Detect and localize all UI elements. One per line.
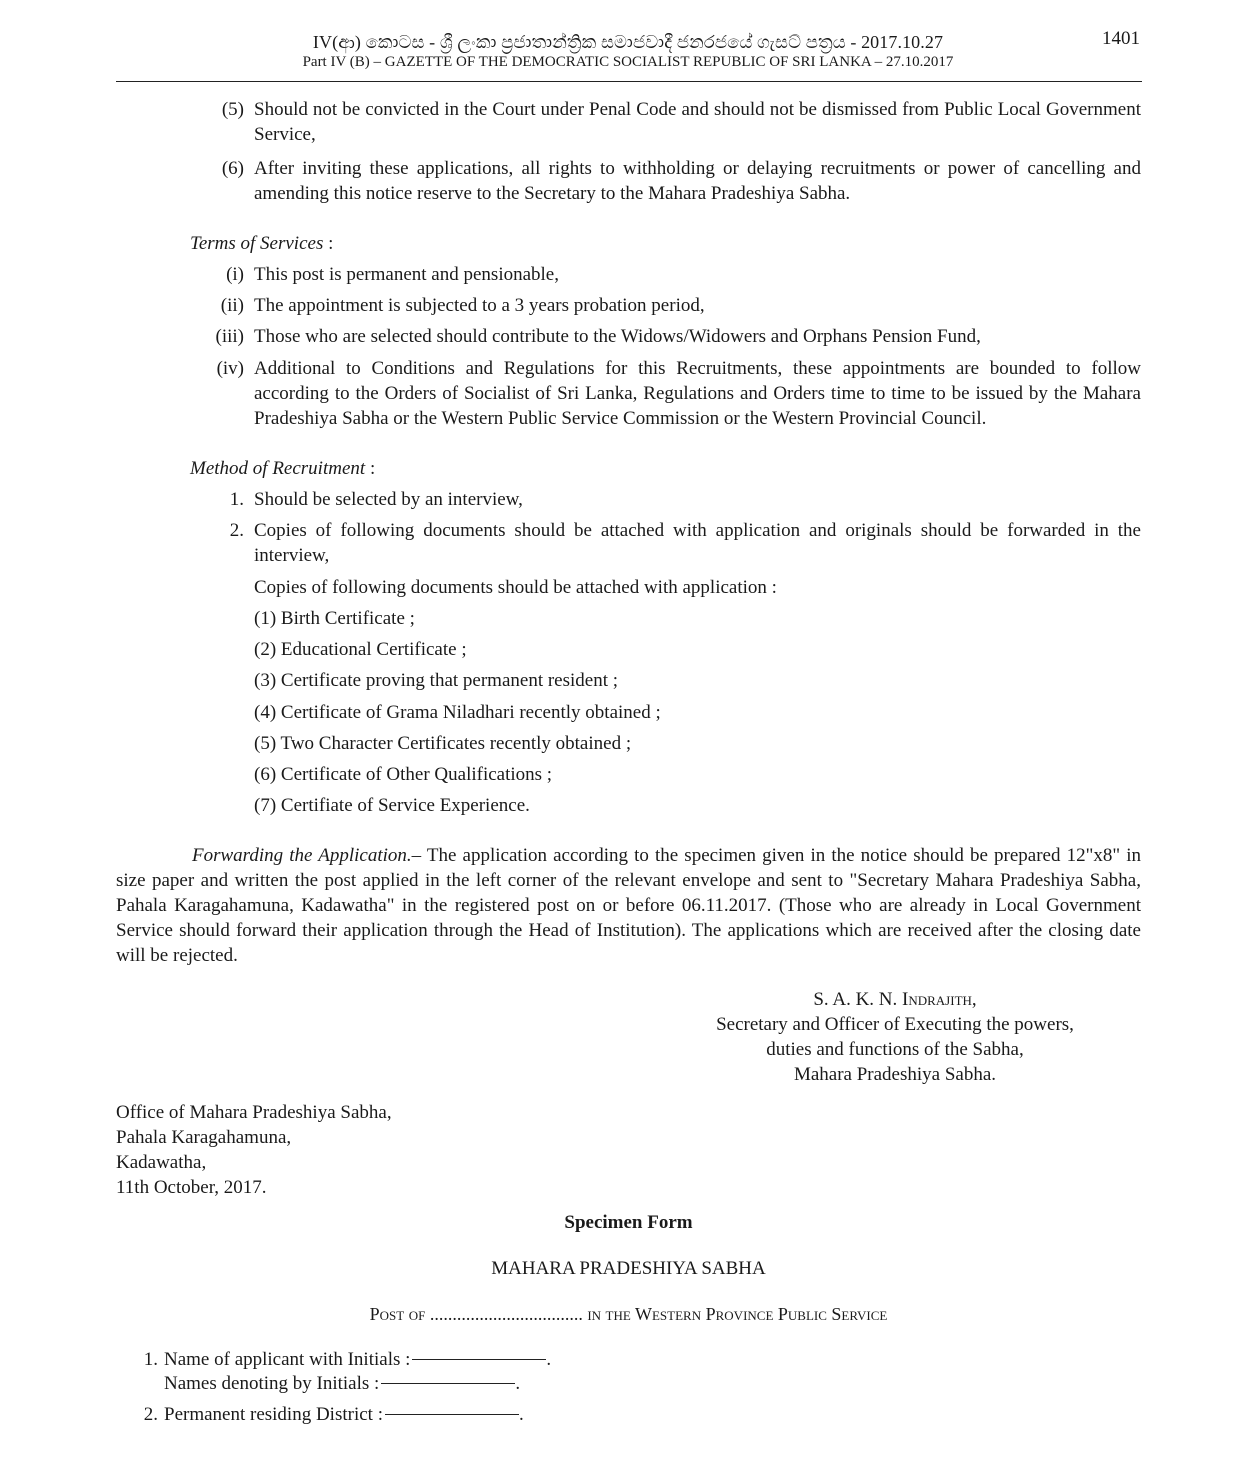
signatory-title: Secretary and Officer of Executing the powers, (716, 1014, 1074, 1035)
term-text: Those who are selected should contribute to the Widows/Widowers and Orphans Pension Fund, (254, 326, 981, 347)
document-item: (3) Certificate proving that permanent resident ; (254, 670, 619, 691)
document-item: (2) Educational Certificate ; (254, 639, 467, 660)
document-item: (1) Birth Certificate ; (254, 608, 415, 629)
form-field-names-by-initials: Names denoting by Initials : . (164, 1373, 521, 1394)
page-number: 1401 (1102, 28, 1140, 49)
condition-text: Should not be convicted in the Court under Penal Code and should not be dismissed from Public Local Government Service, (254, 99, 1141, 145)
form-field-label: Permanent residing District : (164, 1404, 383, 1425)
gazette-header-sinhala: IV(ආ) කොටස - ශ්‍රී ලංකා ප්‍රජාතාන්ත්‍රික සමාජවාදී ජනරජයේ ගැසට් පත්‍රය - 2017.10.27 (312, 32, 944, 52)
terms-heading-label: Terms of Services (190, 233, 324, 254)
specimen-organization: MAHARA PRADESHIYA SABHA (491, 1258, 766, 1279)
specimen-post-line: Post of .................................. in the Western Province Public Service (369, 1304, 888, 1324)
header-divider (116, 81, 1142, 82)
form-blank-line (412, 1359, 546, 1360)
method-heading-label: Method of Recruitment (190, 458, 366, 479)
form-blank-line (381, 1383, 515, 1384)
signatory-title: Mahara Pradeshiya Sabha. (793, 1064, 997, 1085)
signatory-title: duties and functions of the Sabha, (766, 1039, 1024, 1060)
document-item: (5) Two Character Certificates recently obtained ; (254, 733, 632, 754)
document-item: (4) Certificate of Grama Niladhari recently obtained ; (254, 702, 661, 723)
form-blank-line (385, 1414, 519, 1415)
specimen-form-title: Specimen Form (564, 1212, 693, 1233)
terms-heading (190, 231, 333, 256)
gazette-header-english: Part IV (B) – GAZETTE OF THE DEMOCRATIC SOCIALIST REPUBLIC OF SRI LANKA – 27.10.2017 (302, 54, 954, 70)
documents-intro: Copies of following documents should be attached with application : (254, 577, 777, 598)
method-text: Copies of following documents should be attached with application and originals should be forwarded in the interview, (254, 520, 1141, 566)
forwarding-paragraph (116, 843, 1141, 968)
notice-date: 11th October, 2017. (116, 1177, 267, 1198)
form-field-applicant-name: Name of applicant with Initials : . (164, 1349, 552, 1370)
method-text: Should be selected by an interview, (254, 489, 523, 510)
office-address-line: Office of Mahara Pradeshiya Sabha, (116, 1102, 392, 1123)
method-heading-colon: : (365, 458, 376, 479)
signatory-comma: , (971, 989, 977, 1010)
form-field-label: Name of applicant with Initials : (164, 1349, 411, 1370)
method-number: 2. (229, 520, 244, 541)
form-field-number: 1. (143, 1349, 158, 1370)
office-address-line: Kadawatha, (116, 1152, 207, 1173)
form-field-label: Names denoting by Initials : (164, 1373, 380, 1394)
method-number: 1. (229, 489, 244, 510)
term-text: The appointment is subjected to a 3 years probation period, (254, 295, 705, 316)
forwarding-label: Forwarding the Application. (192, 845, 412, 866)
condition-number: (6) (221, 158, 244, 179)
term-number: (iii) (215, 326, 244, 347)
form-field-residing-district: Permanent residing District : . (164, 1404, 524, 1425)
terms-heading-colon: : (323, 233, 334, 254)
form-field-number: 2. (143, 1404, 158, 1425)
condition-number: (5) (221, 99, 244, 120)
term-text: Additional to Conditions and Regulations for this Recruitments, these appointments are bounded to follow according to the Orders of Socialist of Sri Lanka, Regulations and Orders time to time to be issued by the Mahara Pradeshiya Sabha or the Western Public Service Commission or the Western Provincial Council. (254, 358, 1141, 429)
office-address-line: Pahala Karagahamuna, (116, 1127, 292, 1148)
method-heading (190, 456, 375, 481)
term-text: This post is permanent and pensionable, (254, 264, 559, 285)
condition-text: After inviting these applications, all rights to withholding or delaying recruitments or power of cancelling and amending this notice reserve to the Secretary to the Mahara Pradeshiya Sabha. (254, 158, 1141, 204)
term-number: (iv) (216, 358, 244, 379)
term-number: (ii) (220, 295, 244, 316)
document-item: (6) Certificate of Other Qualifications ; (254, 764, 553, 785)
term-number: (i) (226, 264, 244, 285)
signatory-initials: S. A. K. N. (813, 989, 903, 1010)
signatory-name (620, 987, 1170, 1012)
document-item: (7) Certifiate of Service Experience. (254, 795, 530, 816)
signatory-surname: Indrajith (902, 989, 972, 1010)
forwarding-text: – The application according to the specimen given in the notice should be prepared 12"x8" in size paper and written the post applied in the left corner of the relevant envelope and sent to "Secretary Mahara Pradeshiya Sabha, Pahala Karagahamuna, Kadawatha" in the registered post on or before 06.11.2017. (Those who are already in Local Government Service should forward their application through the Head of Institution). The applications which are received after the closing date will be rejected. (116, 845, 1142, 966)
